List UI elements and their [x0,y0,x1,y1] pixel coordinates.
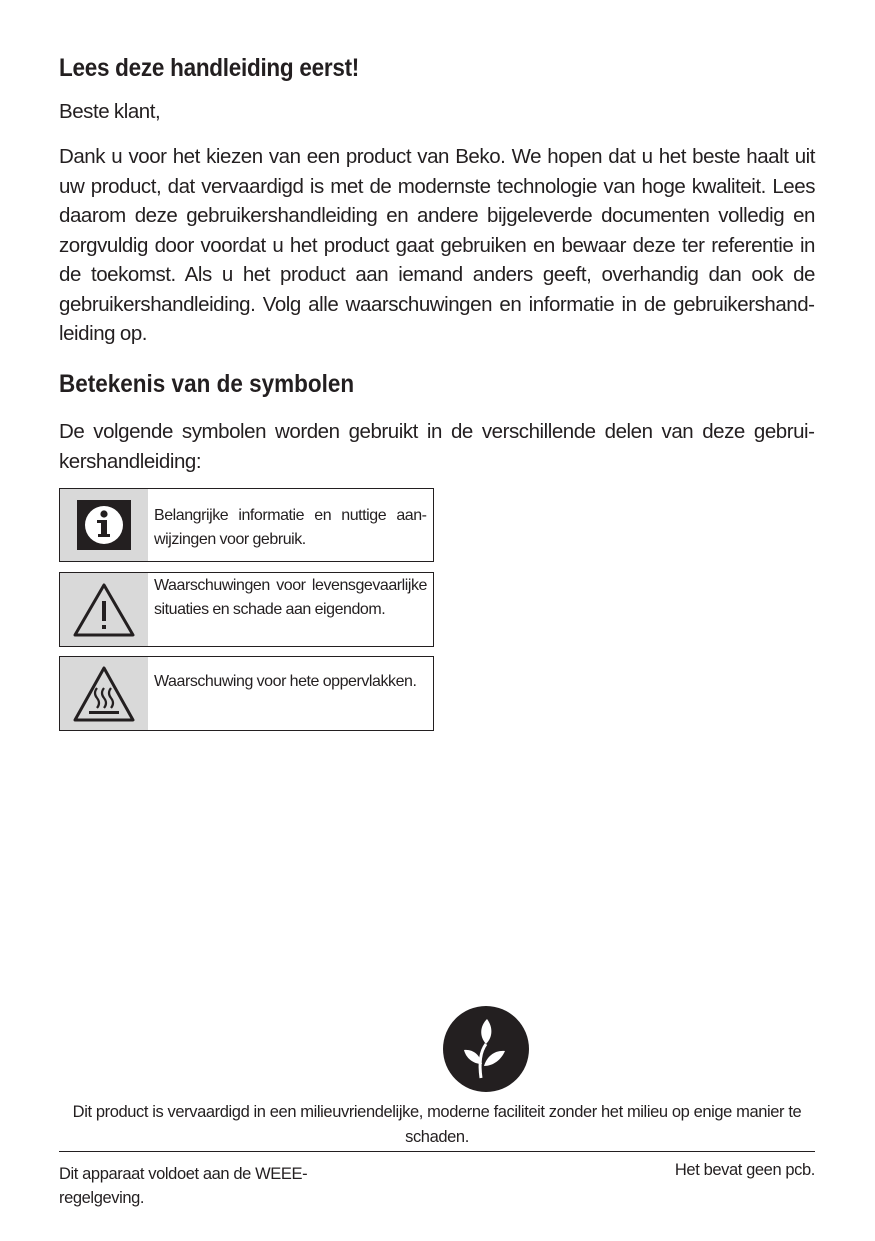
pcb-statement: Het bevat geen pcb. [674,1161,815,1179]
weee-statement: Dit apparaat voldoet aan de WEEE-regelgeving. [59,1165,308,1207]
symbol-hot-surface-text: Waarschuwing voor hete oppervlakken. [154,673,417,690]
main-heading: Lees deze handleiding eerst! [59,54,360,82]
symbol-row-hot-surface [59,656,434,731]
warning-triangle-icon [60,573,148,646]
info-icon [60,489,148,561]
leaf-icon [443,1006,529,1092]
greeting: Beste klant, [59,100,161,123]
intro-paragraph: Dank u voor het kiezen van een product van Beko. We hopen dat u het beste haalt uit uw product, dat vervaardigd is met de modernste technologie van hoge kwaliteit. Lees daarom deze gebruikershandleiding en andere bijgeleverde documenten volledig en zorgvuldig door voordat u het product gaat gebruiken en bewaar deze ter referentie in de toekomst. Als u het product aan iemand anders geeft, overhandig dan ook de gebruikershandleiding. Volg alle waarschuwingen en informatie in de gebruikershandleiding op. [59,145,815,345]
symbol-warning-text: Waarschuwingen voor levensgevaarlijke situaties en schade aan eigendom. [154,577,427,618]
hot-surface-icon [60,657,148,730]
eco-statement: Dit product is vervaardigd in een milieuvriendelijke, moderne faciliteit zonder het milieu op enige manier te schaden. [72,1103,802,1146]
symbols-intro: De volgende symbolen worden gebruikt in de verschillende delen van deze gebruikershandleiding: [59,420,815,473]
symbols-heading: Betekenis van de symbolen [59,370,355,398]
symbol-info-text: Belangrijke informatie en nuttige aanwijzingen voor gebruik. [154,507,427,548]
symbol-row-warning [59,572,434,647]
divider [59,1151,815,1152]
symbol-row-info [59,488,434,562]
